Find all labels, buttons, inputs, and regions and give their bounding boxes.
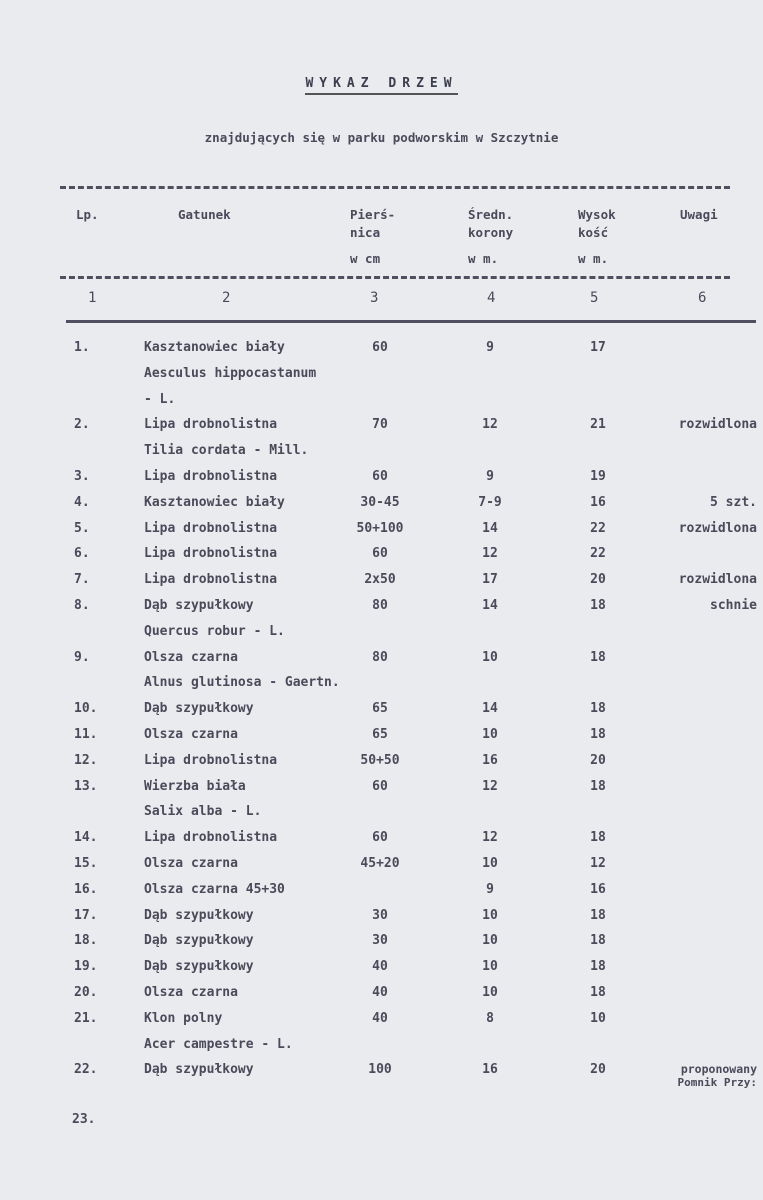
remarks: rozwidlona — [678, 572, 757, 587]
species-name: Lipa drobnolistna — [144, 546, 278, 561]
crown-diameter: 8 — [486, 1011, 494, 1026]
tree-height: 18 — [590, 650, 606, 665]
tree-height: 19 — [590, 469, 606, 484]
crown-diameter: 12 — [482, 779, 498, 794]
species-name: Lipa drobnolistna — [144, 830, 278, 845]
trunk-circumference: 60 — [372, 340, 388, 355]
tree-height: 16 — [590, 495, 606, 510]
trunk-circumference: 40 — [372, 959, 388, 974]
species-name: Kasztanowiec biały — [144, 340, 285, 355]
trunk-circumference: 30 — [372, 908, 388, 923]
trunk-circumference: 30-45 — [360, 495, 400, 510]
species-name: Olsza czarna — [144, 856, 238, 871]
species-name: Dąb szypułkowy — [144, 908, 254, 923]
crown-diameter: 14 — [482, 598, 498, 613]
row-number: 16. — [74, 882, 98, 897]
column-number-6: 6 — [698, 290, 707, 306]
trunk-circumference: 100 — [368, 1062, 392, 1077]
row-number: 19. — [74, 959, 98, 974]
trunk-circumference: 65 — [372, 701, 388, 716]
row-number: 3. — [74, 469, 90, 484]
tree-height: 10 — [590, 1011, 606, 1026]
header-gatunek: Gatunek — [178, 207, 231, 222]
column-number-3: 3 — [370, 290, 379, 306]
tree-height: 18 — [590, 598, 606, 613]
remarks-line-2: Pomnik Przy: — [677, 1076, 757, 1089]
tree-height: 18 — [590, 701, 606, 716]
tree-height: 22 — [590, 546, 606, 561]
trunk-circumference: 50+100 — [356, 521, 404, 536]
species-name: Olsza czarna — [144, 650, 238, 665]
species-name: Klon polny — [144, 1011, 223, 1026]
crown-diameter: 10 — [482, 650, 498, 665]
row-number: 12. — [74, 753, 98, 768]
crown-diameter: 10 — [482, 727, 498, 742]
remarks-line-1: proponowany — [680, 1062, 757, 1076]
crown-diameter: 10 — [482, 985, 498, 1000]
row-number: 22. — [74, 1062, 98, 1077]
document-title: WYKAZ DRZEW — [0, 76, 763, 91]
document-subtitle: znajdujących się w parku podworskim w Szczytnie — [204, 130, 559, 145]
trunk-circumference: 65 — [372, 727, 388, 742]
crown-diameter: 9 — [486, 469, 494, 484]
crown-diameter: 16 — [482, 1062, 498, 1077]
row-number: 17. — [74, 908, 98, 923]
crown-diameter: 14 — [482, 521, 498, 536]
crown-diameter: 14 — [482, 701, 498, 716]
row-number: 6. — [74, 546, 90, 561]
row-number: 2. — [74, 417, 90, 432]
tree-height: 18 — [590, 959, 606, 974]
species-name: Lipa drobnolistna — [144, 417, 278, 432]
species-name: Salix alba - L. — [144, 804, 262, 819]
trunk-circumference: 60 — [372, 469, 388, 484]
row-number: 10. — [74, 701, 98, 716]
trunk-circumference: 80 — [372, 650, 388, 665]
species-name: Lipa drobnolistna — [144, 572, 278, 587]
column-number-2: 2 — [222, 290, 231, 306]
trunk-circumference: 2x50 — [364, 572, 396, 587]
species-name: Tilia cordata - Mill. — [144, 443, 309, 458]
tree-height: 22 — [590, 521, 606, 536]
header-uwagi: Uwagi — [680, 207, 718, 222]
row-number: 7. — [74, 572, 90, 587]
row-number: 20. — [74, 985, 98, 1000]
species-name: Dąb szypułkowy — [144, 1062, 254, 1077]
tree-height: 16 — [590, 882, 606, 897]
trunk-circumference: 60 — [372, 830, 388, 845]
row-number: 5. — [74, 521, 90, 536]
species-name: Wierzba biała — [144, 779, 246, 794]
row-number: 15. — [74, 856, 98, 871]
species-name: Acer campestre - L. — [144, 1037, 293, 1052]
species-name: Olsza czarna 45+30 — [144, 882, 285, 897]
tree-height: 18 — [590, 908, 606, 923]
trunk-circumference: 40 — [372, 985, 388, 1000]
tree-height: 12 — [590, 856, 606, 871]
species-name: Dąb szypułkowy — [144, 598, 254, 613]
row-number: 11. — [74, 727, 98, 742]
tree-height: 20 — [590, 1062, 606, 1077]
column-number-4: 4 — [487, 290, 496, 306]
crown-diameter: 7-9 — [478, 495, 502, 510]
header-rule — [60, 276, 730, 279]
trunk-circumference: 30 — [372, 933, 388, 948]
header-piersnica: Pierś- nica w cm — [350, 207, 396, 266]
trunk-circumference: 60 — [372, 546, 388, 561]
crown-diameter: 10 — [482, 959, 498, 974]
next-row-number: 23. — [72, 1112, 96, 1127]
row-number: 18. — [74, 933, 98, 948]
species-name: Lipa drobnolistna — [144, 521, 278, 536]
species-name: Olsza czarna — [144, 727, 238, 742]
species-name: - L. — [144, 392, 176, 407]
species-name: Olsza czarna — [144, 985, 238, 1000]
species-name: Dąb szypułkowy — [144, 701, 254, 716]
tree-height: 20 — [590, 753, 606, 768]
crown-diameter: 9 — [486, 882, 494, 897]
species-name: Aesculus hippocastanum — [144, 366, 317, 381]
trunk-circumference: 80 — [372, 598, 388, 613]
trunk-circumference: 50+50 — [360, 753, 400, 768]
crown-diameter: 9 — [486, 340, 494, 355]
tree-height: 17 — [590, 340, 606, 355]
tree-height: 18 — [590, 727, 606, 742]
crown-diameter: 17 — [482, 572, 498, 587]
crown-diameter: 10 — [482, 933, 498, 948]
crown-diameter: 12 — [482, 417, 498, 432]
column-number-rule — [66, 320, 756, 323]
row-number: 9. — [74, 650, 90, 665]
header-wysokosc: Wysok kość w m. — [578, 207, 616, 266]
row-number: 21. — [74, 1011, 98, 1026]
column-number-1: 1 — [88, 290, 97, 306]
header-lp: Lp. — [76, 207, 99, 222]
tree-height: 18 — [590, 830, 606, 845]
trunk-circumference: 70 — [372, 417, 388, 432]
trunk-circumference: 60 — [372, 779, 388, 794]
trunk-circumference: 45+20 — [360, 856, 400, 871]
species-name: Alnus glutinosa - Gaertn. — [144, 675, 340, 690]
row-number: 1. — [74, 340, 90, 355]
species-name: Quercus robur - L. — [144, 624, 285, 639]
row-number: 13. — [74, 779, 98, 794]
species-name: Lipa drobnolistna — [144, 469, 278, 484]
remarks: schnie — [710, 598, 757, 613]
row-number: 8. — [74, 598, 90, 613]
remarks: 5 szt. — [710, 495, 757, 510]
species-name: Kasztanowiec biały — [144, 495, 285, 510]
tree-height: 18 — [590, 933, 606, 948]
header-srednica: Średn. korony w m. — [468, 207, 514, 266]
tree-height: 20 — [590, 572, 606, 587]
column-number-5: 5 — [590, 290, 599, 306]
tree-height: 18 — [590, 779, 606, 794]
remarks — [632, 1062, 757, 1089]
tree-height: 18 — [590, 985, 606, 1000]
species-name: Dąb szypułkowy — [144, 933, 254, 948]
row-number: 14. — [74, 830, 98, 845]
crown-diameter: 10 — [482, 856, 498, 871]
remarks: rozwidlona — [678, 521, 757, 536]
crown-diameter: 12 — [482, 546, 498, 561]
crown-diameter: 12 — [482, 830, 498, 845]
top-rule — [60, 186, 730, 189]
remarks: rozwidlona — [678, 417, 757, 432]
species-name: Lipa drobnolistna — [144, 753, 278, 768]
trunk-circumference: 40 — [372, 1011, 388, 1026]
crown-diameter: 16 — [482, 753, 498, 768]
crown-diameter: 10 — [482, 908, 498, 923]
row-number: 4. — [74, 495, 90, 510]
species-name: Dąb szypułkowy — [144, 959, 254, 974]
tree-height: 21 — [590, 417, 606, 432]
